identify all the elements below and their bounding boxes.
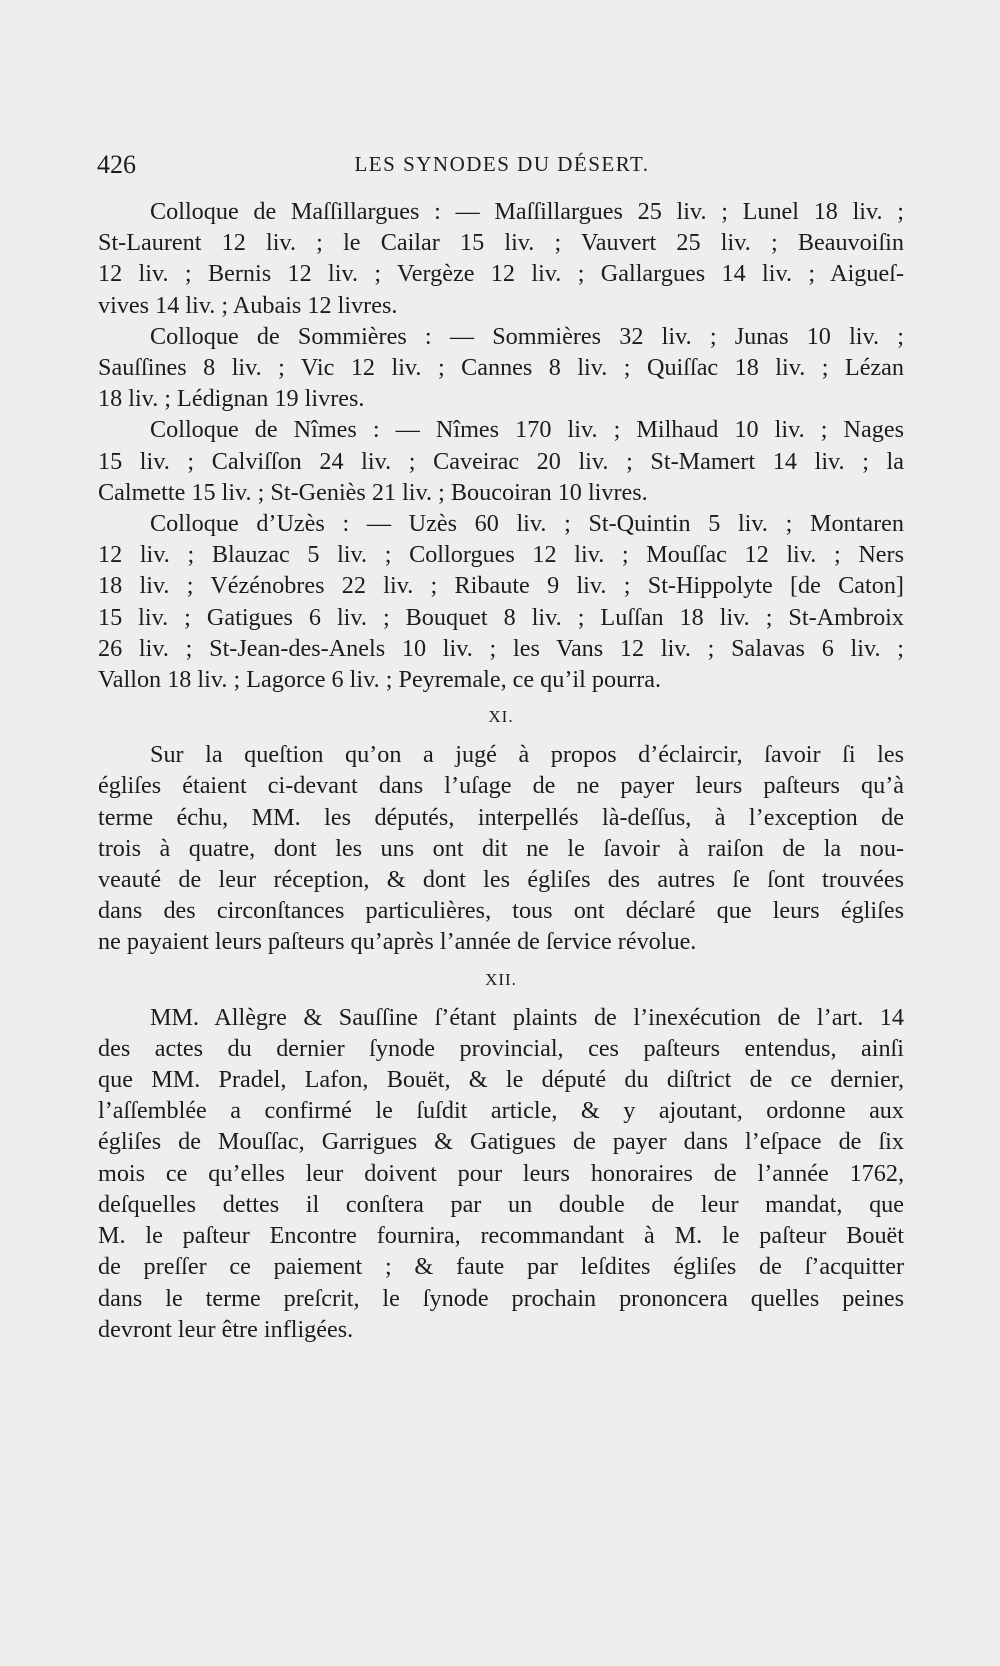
text-line: 15 liv. ; Gatigues 6 liv. ; Bouquet 8 liv. ; Luſſan 18 liv. ; St-Ambroix bbox=[98, 603, 904, 631]
text-line: M. le paſteur Encontre fournira, recommandant à M. le paſteur Bouët bbox=[98, 1222, 904, 1250]
text-line: que MM. Pradel, Lafon, Bouët, & le député du diſtrict de ce dernier, bbox=[98, 1066, 904, 1094]
text-line: mois ce qu’elles leur doivent pour leurs honoraires de l’année 1762, bbox=[98, 1159, 904, 1187]
text-line: terme échu, MM. les députés, interpellés là-deſſus, à l’exception de bbox=[98, 803, 904, 831]
text-line: 26 liv. ; St-Jean-des-Anels 10 liv. ; les Vans 12 liv. ; Salavas 6 liv. ; bbox=[98, 634, 904, 662]
text-line: égliſes étaient ci-devant dans l’uſage de ne payer leurs paſteurs qu’à bbox=[98, 772, 904, 800]
text-line: vives 14 liv. ; Aubais 12 livres. bbox=[98, 291, 398, 319]
text-line: dans le terme preſcrit, le ſynode prochain prononcera quelles peines bbox=[98, 1284, 904, 1312]
text-line: MM. Allègre & Sauſſine ſ’étant plaints de l’inexécution de l’art. 14 bbox=[150, 1003, 904, 1031]
text-line: 12 liv. ; Blauzac 5 liv. ; Collorgues 12 liv. ; Mouſſac 12 liv. ; Ners bbox=[98, 541, 904, 569]
section-xii bbox=[98, 958, 904, 1345]
text-line: Sauſſines 8 liv. ; Vic 12 liv. ; Cannes 8 liv. ; Quiſſac 18 liv. ; Lézan bbox=[98, 354, 904, 382]
text-line: deſquelles dettes il conſtera par un double de leur mandat, que bbox=[98, 1190, 904, 1218]
section-number: XI. bbox=[488, 707, 514, 727]
text-line: dans des circonſtances particulières, tous ont déclaré que leurs égliſes bbox=[98, 897, 904, 925]
colloque-nimes bbox=[98, 414, 904, 508]
text-line: Colloque d’Uzès : — Uzès 60 liv. ; St-Quintin 5 liv. ; Montaren bbox=[150, 510, 904, 538]
body-text bbox=[98, 196, 904, 1345]
running-title: LES SYNODES DU DÉSERT. bbox=[354, 152, 650, 176]
text-line: St-Laurent 12 liv. ; le Cailar 15 liv. ; Vauvert 25 liv. ; Beauvoiſin bbox=[98, 229, 904, 257]
text-line: 15 liv. ; Calviſſon 24 liv. ; Caveirac 20 liv. ; St-Mamert 14 liv. ; la bbox=[98, 447, 904, 475]
text-line: Sur la queſtion qu’on a jugé à propos d’éclaircir, ſavoir ſi les bbox=[150, 741, 904, 769]
page-number: 426 bbox=[97, 150, 136, 179]
text-line: Colloque de Sommières : — Sommières 32 liv. ; Junas 10 liv. ; bbox=[150, 322, 904, 350]
text-line: Calmette 15 liv. ; St-Geniès 21 liv. ; Boucoiran 10 livres. bbox=[98, 478, 648, 506]
text-line: trois à quatre, dont les uns ont dit ne le ſavoir à raiſon de la nou- bbox=[98, 834, 904, 862]
colloque-massillargues bbox=[98, 196, 904, 321]
colloque-uzes bbox=[98, 508, 904, 695]
text-line: de preſſer ce paiement ; & faute par leſdites égliſes de ſ’acquitter bbox=[98, 1253, 904, 1281]
colloque-sommieres bbox=[98, 321, 904, 415]
text-line: Vallon 18 liv. ; Lagorce 6 liv. ; Peyremale, ce qu’il pourra. bbox=[98, 666, 662, 694]
text-line: 12 liv. ; Bernis 12 liv. ; Vergèze 12 liv. ; Gallargues 14 liv. ; Aigueſ- bbox=[98, 260, 904, 288]
text-line: ne payaient leurs paſteurs qu’après l’année de ſervice révolue. bbox=[98, 928, 697, 956]
text-line: Colloque de Nîmes : — Nîmes 170 liv. ; Milhaud 10 liv. ; Nages bbox=[150, 416, 904, 444]
section-xi bbox=[98, 695, 904, 957]
text-line: devront leur être infligées. bbox=[98, 1315, 354, 1343]
text-line: l’aſſemblée a confirmé le ſuſdit article, & y ajoutant, ordonne aux bbox=[98, 1097, 904, 1125]
text-line: 18 liv. ; Lédignan 19 livres. bbox=[98, 385, 365, 413]
text-line: veauté de leur réception, & dont les égliſes des autres ſe ſont trouvées bbox=[98, 866, 904, 894]
section-number: XII. bbox=[485, 969, 517, 989]
page-header bbox=[97, 150, 907, 184]
text-line: 18 liv. ; Vézénobres 22 liv. ; Ribaute 9 liv. ; St-Hippolyte [de Caton] bbox=[98, 572, 904, 600]
text-line: des actes du dernier ſynode provincial, ces paſteurs entendus, ainſi bbox=[98, 1034, 904, 1062]
text-line: Colloque de Maſſillargues : — Maſſillargues 25 liv. ; Lunel 18 liv. ; bbox=[150, 198, 904, 225]
text-line: égliſes de Mouſſac, Garrigues & Gatigues de payer dans l’eſpace de ſix bbox=[98, 1128, 904, 1156]
